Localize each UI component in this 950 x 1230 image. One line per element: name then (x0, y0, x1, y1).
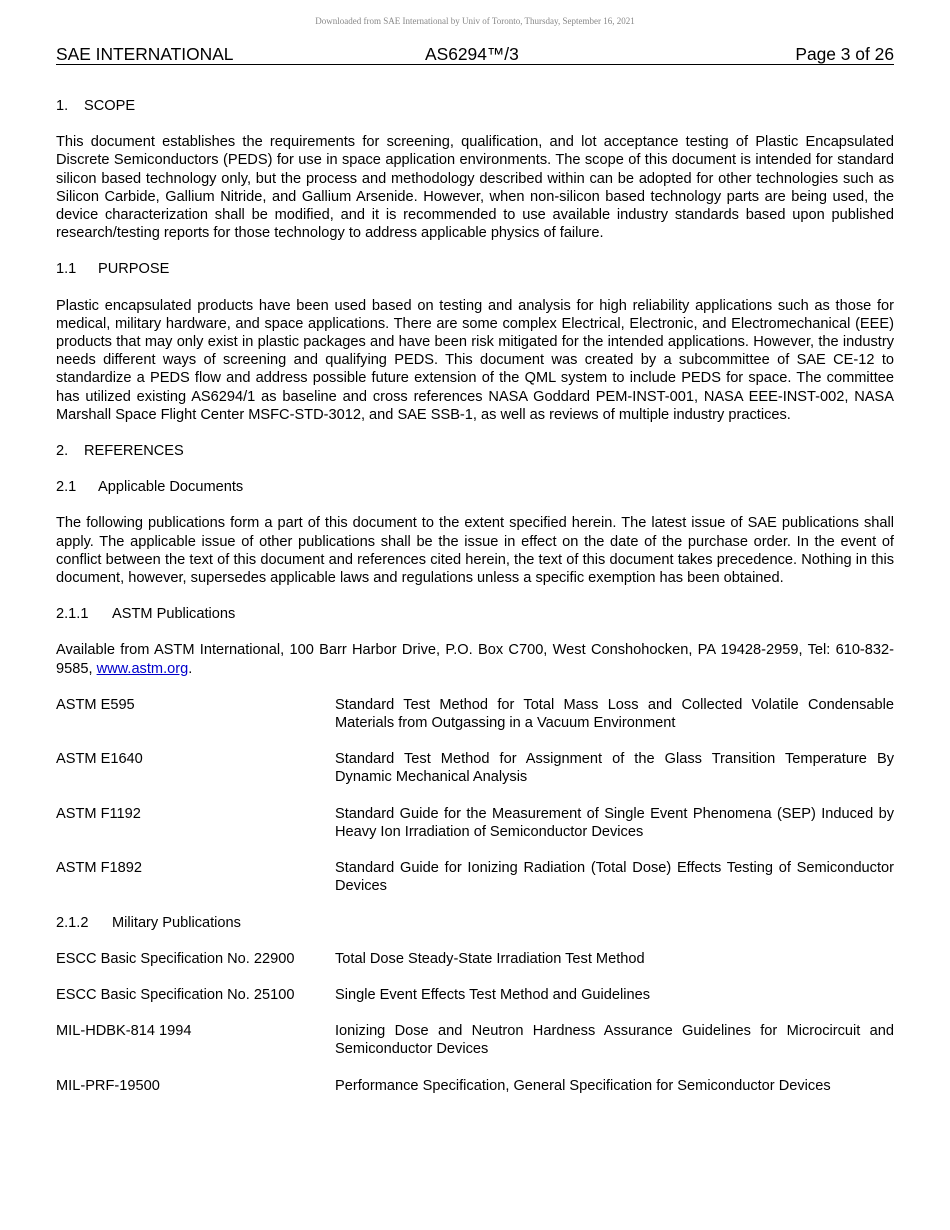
reference-title: Total Dose Steady-State Irradiation Test Method (335, 950, 645, 967)
reference-entry (56, 859, 894, 895)
reference-code: ASTM E1640 (56, 751, 143, 768)
reference-title: Ionizing Dose and Neutron Hardness Assurance Guidelines for Microcircuit and Semiconductor Devices (335, 1023, 894, 1058)
section-heading-purpose (56, 260, 894, 278)
section-title: REFERENCES (84, 443, 184, 460)
reference-code: MIL-PRF-19500 (56, 1077, 160, 1094)
reference-entry (56, 950, 894, 968)
reference-code: ASTM E595 (56, 696, 135, 713)
applicable-documents-paragraph: The following publications form a part of this document to the extent specified herein. The latest issue of SAE publications shall apply. The applicable issue of other publications shall be the issue in effect on the date of the purchase order. In the event of conflict between the text of this document and references cited herein, the text of this document takes precedence. Nothing in this document, however, supersedes applicable laws and regulations unless a specific exemption has been obtained. (56, 515, 894, 587)
header-document-id: AS6294™/3 (425, 44, 519, 64)
document-body (56, 97, 894, 1113)
reference-title: Standard Guide for Ionizing Radiation (Total Dose) Effects Testing of Semiconductor Devices (335, 860, 894, 895)
reference-entry (56, 805, 894, 841)
section-heading-applicable-documents (56, 478, 894, 496)
section-number: 2.1 (56, 479, 77, 496)
astm-website-link[interactable]: www.astm.org (96, 660, 189, 677)
reference-entry (56, 986, 894, 1004)
astm-availability-end: . (188, 660, 193, 677)
download-watermark-note: Downloaded from SAE International by Univ of Toronto, Thursday, September 16, 2021 (315, 16, 635, 26)
header-page-number: Page 3 of 26 (795, 44, 894, 64)
reference-entry (56, 696, 894, 732)
section-title: ASTM Publications (112, 606, 236, 623)
header-organization: SAE INTERNATIONAL (56, 44, 234, 64)
reference-code: ASTM F1192 (56, 805, 141, 822)
section-title: SCOPE (84, 98, 136, 114)
reference-entry (56, 750, 894, 786)
page-header (56, 44, 894, 65)
reference-title: Single Event Effects Test Method and Guidelines (335, 986, 651, 1003)
scope-paragraph: This document establishes the requirements for screening, qualification, and lot acceptance testing of Plastic Encapsulated Discrete Semiconductors (PEDS) for use in space application environments. The scope of this document is intended for standard silicon based technology only, but the process and methodology described within can be adopted for other technologies such as Silicon Carbide, Gallium Nitride, and Gallium Arsenide. However, when non-silicon based technology parts are being used, the device characterization shall be modified, and it is recommended to use available industry standards based upon published research/testing reports for those technology to address applicable physics of failure. (56, 134, 894, 242)
reference-title: Standard Test Method for Total Mass Loss and Collected Volatile Condensable Materials from Outgassing in a Vacuum Environment (335, 696, 894, 732)
section-number: 2. (56, 443, 69, 460)
astm-availability-paragraph (56, 641, 894, 677)
purpose-paragraph: Plastic encapsulated products have been used based on testing and analysis for high reliability applications such as those for medical, military hardware, and space applications. There are some complex Electrical, Electronic, and Electromechanical (EEE) products that may only exist in plastic packages and have been risk mitigated for the intended applications. However, the industry needs different ways of screening and qualifying PEDS. This document was created by a subcommittee of SAE CE-12 to standardize a PEDS flow and address possible future extension of the QML system to include PEDS for space. The committee has utilized existing AS6294/1 as baseline and cross references NASA Goddard PEM-INST-001, NASA EEE-INST-002, NASA Marshall Space Flight Center MSFC-STD-3012, and SAE SSB-1, as well as reviews of multiple industry practices. (56, 297, 894, 423)
section-title: Military Publications (112, 914, 241, 931)
section-heading-astm-publications (56, 605, 894, 623)
section-title: PURPOSE (98, 261, 170, 278)
section-number: 1. (56, 98, 69, 114)
reference-code: ESCC Basic Specification No. 25100 (56, 986, 295, 1003)
astm-availability-text: Available from ASTM International, 100 Barr Harbor Drive, P.O. Box C700, West Conshohocken, PA 19428-2959, Tel: 610-832-9585, (56, 642, 894, 677)
section-number: 2.1.1 (56, 606, 89, 623)
section-number: 2.1.2 (56, 914, 89, 931)
reference-code: MIL-HDBK-814 1994 (56, 1023, 192, 1040)
reference-title: Standard Guide for the Measurement of Single Event Phenomena (SEP) Induced by Heavy Ion Irradiation of Semiconductor Devices (335, 805, 894, 840)
section-number: 1.1 (56, 261, 77, 278)
section-heading-scope (56, 97, 894, 115)
reference-code: ESCC Basic Specification No. 22900 (56, 950, 295, 967)
section-title: Applicable Documents (98, 479, 244, 496)
section-heading-military-publications (56, 914, 894, 932)
reference-title: Standard Test Method for Assignment of the Glass Transition Temperature By Dynamic Mechanical Analysis (335, 751, 894, 786)
section-heading-references (56, 442, 894, 460)
reference-title: Performance Specification, General Specification for Semiconductor Devices (335, 1077, 831, 1094)
reference-code: ASTM F1892 (56, 860, 142, 877)
reference-entry (56, 1022, 894, 1058)
reference-entry (56, 1077, 894, 1095)
